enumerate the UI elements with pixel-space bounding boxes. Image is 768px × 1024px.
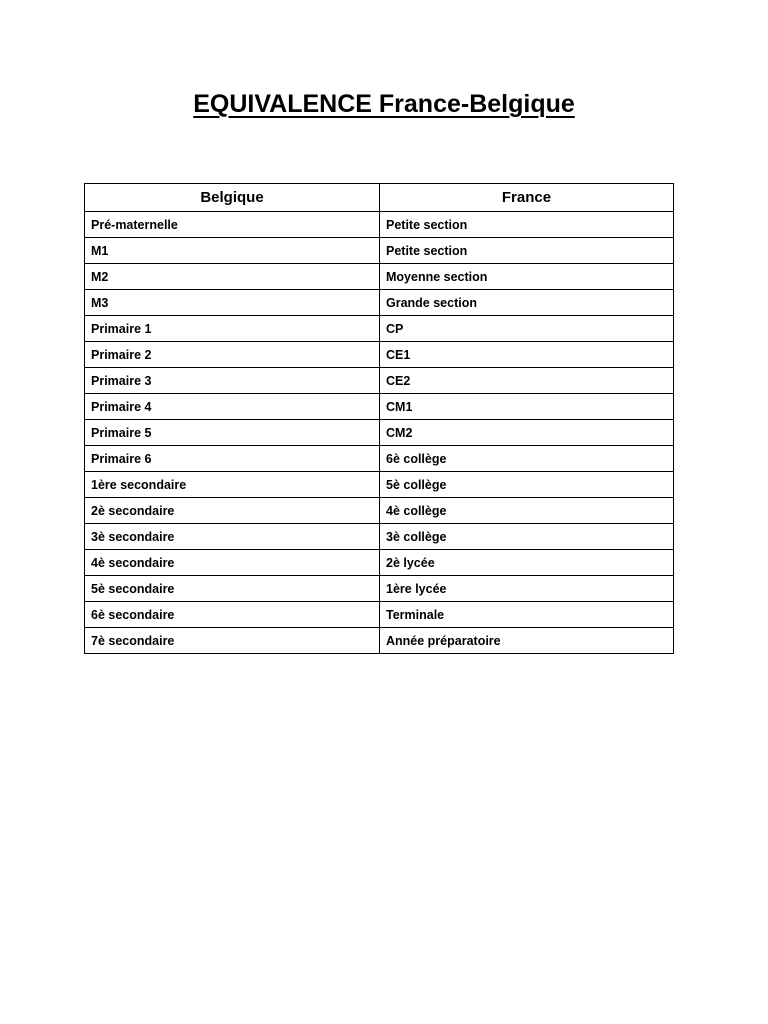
cell-belgique: 6è secondaire <box>85 602 380 628</box>
table-row <box>85 264 674 290</box>
table-row <box>85 394 674 420</box>
cell-france: Terminale <box>380 602 674 628</box>
table-row <box>85 472 674 498</box>
cell-belgique: M2 <box>85 264 380 290</box>
cell-france: CE2 <box>380 368 674 394</box>
equivalence-table <box>84 183 674 654</box>
cell-belgique: 5è secondaire <box>85 576 380 602</box>
cell-france: 5è collège <box>380 472 674 498</box>
table-row <box>85 550 674 576</box>
table-row <box>85 238 674 264</box>
table-row <box>85 628 674 654</box>
table-row <box>85 498 674 524</box>
cell-france: 6è collège <box>380 446 674 472</box>
cell-belgique: Primaire 4 <box>85 394 380 420</box>
cell-france: 1ère lycée <box>380 576 674 602</box>
cell-belgique: Primaire 1 <box>85 316 380 342</box>
cell-belgique: 4è secondaire <box>85 550 380 576</box>
table-header-row <box>85 184 674 212</box>
cell-belgique: Primaire 2 <box>85 342 380 368</box>
cell-belgique: M1 <box>85 238 380 264</box>
cell-france: Petite section <box>380 238 674 264</box>
cell-belgique: Pré-maternelle <box>85 212 380 238</box>
table-row <box>85 576 674 602</box>
cell-belgique: 1ère secondaire <box>85 472 380 498</box>
table-row <box>85 316 674 342</box>
cell-france: Année préparatoire <box>380 628 674 654</box>
cell-belgique: Primaire 5 <box>85 420 380 446</box>
table-row <box>85 212 674 238</box>
cell-belgique: 7è secondaire <box>85 628 380 654</box>
cell-france: Moyenne section <box>380 264 674 290</box>
page-title-text: EQUIVALENCE France-Belgique <box>193 90 575 118</box>
table-row <box>85 368 674 394</box>
cell-belgique: M3 <box>85 290 380 316</box>
cell-belgique: Primaire 3 <box>85 368 380 394</box>
cell-france: CM2 <box>380 420 674 446</box>
cell-france: Grande section <box>380 290 674 316</box>
table-row <box>85 602 674 628</box>
page-title <box>0 84 768 124</box>
table-row <box>85 524 674 550</box>
table-row <box>85 290 674 316</box>
header-france: France <box>380 184 674 212</box>
cell-france: CE1 <box>380 342 674 368</box>
cell-france: Petite section <box>380 212 674 238</box>
table-row <box>85 446 674 472</box>
cell-france: CM1 <box>380 394 674 420</box>
cell-france: CP <box>380 316 674 342</box>
cell-france: 4è collège <box>380 498 674 524</box>
cell-france: 3è collège <box>380 524 674 550</box>
cell-belgique: Primaire 6 <box>85 446 380 472</box>
cell-france: 2è lycée <box>380 550 674 576</box>
table-row <box>85 342 674 368</box>
table-row <box>85 420 674 446</box>
cell-belgique: 2è secondaire <box>85 498 380 524</box>
header-belgique: Belgique <box>85 184 380 212</box>
cell-belgique: 3è secondaire <box>85 524 380 550</box>
